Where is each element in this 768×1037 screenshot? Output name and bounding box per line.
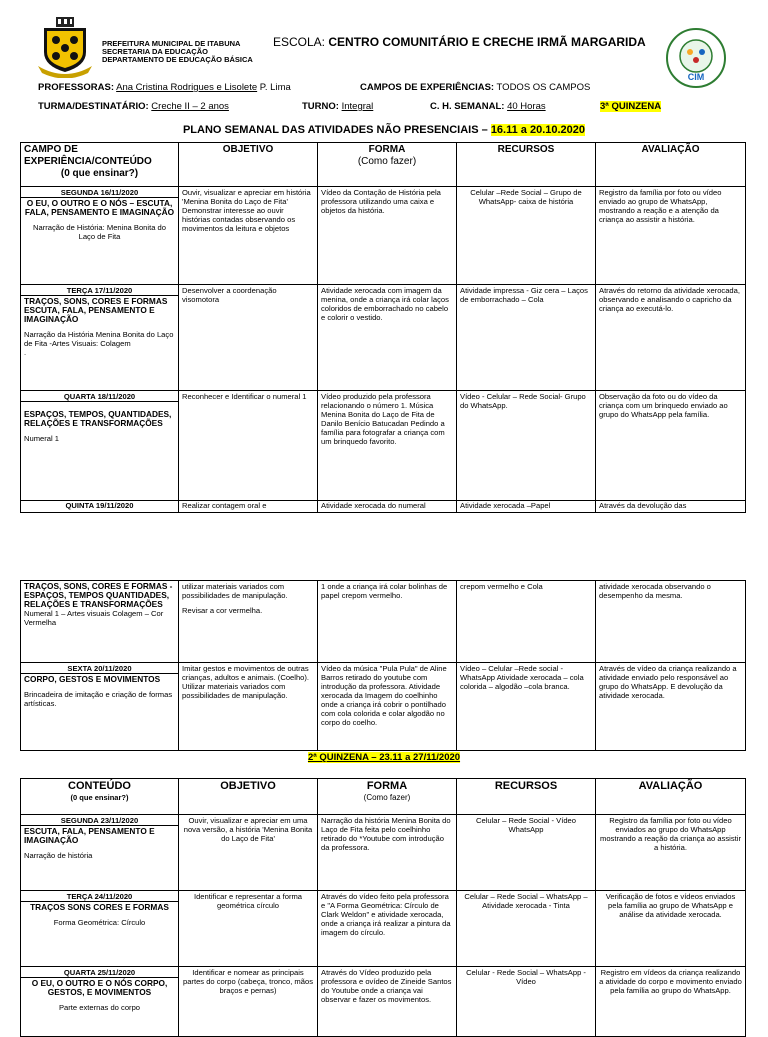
field-label: TRAÇOS SONS CORES E FORMAS	[30, 902, 169, 912]
cell-forma: 1 onde a criança irá colar bolinhas de papel crepom vermelho.	[318, 581, 457, 663]
table-header-row	[21, 143, 746, 187]
content-label: Forma Geométrica: Círculo	[53, 918, 146, 927]
table-row	[21, 815, 746, 891]
plan-title	[0, 124, 768, 136]
cell-avaliacao: Através da devolução das	[596, 501, 746, 513]
cell-objetivo: Ouvir, visualizar e apreciar em história 'Menina Bonita do Laço de Fita' Demonstrar interesse ao ouvir histórias contadas observando os movimentos da leitura e objetos	[179, 187, 318, 285]
cell-campo	[21, 581, 179, 663]
cell-forma: Através do Vídeo produzido pela professora e ovídeo de Zineide Santos do Youtube onde a criança vai observar e fazer os movimentos.	[318, 967, 457, 1037]
header-forma-label: FORMA	[368, 144, 406, 155]
cell-avaliacao: Observação da foto ou do vídeo da criança com um brinquedo enviado ao grupo do WhatsApp pela família.	[596, 391, 746, 501]
header-campo-label: CAMPO DE EXPERIÊNCIA/CONTEÚDO	[24, 144, 152, 167]
field-label: CORPO, GESTOS E MOVIMENTOS	[24, 674, 161, 684]
content-label: Brincadeira de imitação e criação de formas artísticas.	[24, 690, 173, 708]
creche-logo	[664, 26, 728, 90]
content-label: Narração de história	[24, 851, 93, 860]
cell-recursos: crepom vermelho e Cola	[457, 581, 596, 663]
header-campo-sub: (0 que ensinar?)	[60, 168, 139, 179]
table-header-row	[21, 779, 746, 815]
hours-value: 40 Horas	[507, 101, 546, 112]
cell-campo	[21, 663, 179, 751]
class-label: TURMA/DESTINATÁRIO:	[38, 101, 149, 112]
day-label: SEGUNDA 16/11/2020	[21, 188, 178, 198]
fortnight-badge: 3ª QUINZENA	[600, 101, 662, 112]
shift-value: Integral	[341, 101, 374, 112]
day-label: QUARTA 25/11/2020	[21, 968, 178, 978]
cell-objetivo: Identificar e representar a forma geométrica círculo	[179, 891, 318, 967]
cell-recursos: Celular –Rede Social – Grupo de WhatsApp- caixa de história	[457, 187, 596, 285]
hours-label: C. H. SEMANAL:	[430, 101, 505, 112]
header-conteudo	[21, 779, 179, 815]
header-recursos: RECURSOS	[457, 779, 596, 815]
table-row	[21, 663, 746, 751]
teachers-suffix: P. Lima	[259, 82, 291, 93]
content-label: Narração da História Menina Bonita do Laço de Fita -Artes Visuais: Colagem	[24, 330, 174, 348]
cell-objetivo: Ouvir, visualizar e apreciar em uma nova versão, a história 'Menina Bonita do Laço de Fita'	[179, 815, 318, 891]
teachers-label: PROFESSORAS:	[38, 82, 115, 93]
cell-avaliacao: Através do retorno da atividade xerocada, observando e analisando o capricho da criança ao executá-lo.	[596, 285, 746, 391]
field-label: TRAÇOS, SONS, CORES E FORMAS ESCUTA, FALA, PENSAMENTO E IMAGINAÇÃO	[24, 296, 168, 324]
logo-text: CIM	[687, 72, 705, 82]
objective-text: utilizar materiais variados com possibilidades de manipulação.	[182, 582, 288, 600]
cell-campo	[21, 815, 179, 891]
field-label: ESCUTA, FALA, PENSAMENTO E IMAGINAÇÃO	[24, 826, 155, 845]
cell-objetivo: Imitar gestos e movimentos de outras crianças, adultos e animais. (Coelho). Utilizar materiais variados com possibilidades de manipulação.	[179, 663, 318, 751]
second-fortnight-title	[0, 752, 768, 763]
table-row	[21, 501, 746, 513]
cell-objetivo: Realizar contagem oral e	[179, 501, 318, 513]
cell-avaliacao: Registro em vídeos da criança realizando a atividade do corpo e movimento enviado pela família ao grupo do WhatsApp.	[596, 967, 746, 1037]
content-extra: .	[24, 348, 27, 357]
cell-recursos: Celular - Rede Social – WhatsApp - Vídeo	[457, 967, 596, 1037]
content-label: Parte externas do corpo	[58, 1003, 141, 1012]
header-forma	[318, 779, 457, 815]
header-forma-sub: (Como fazer)	[363, 793, 411, 802]
table-row	[21, 391, 746, 501]
cell-campo	[21, 391, 179, 501]
cell-forma: Vídeo produzido pela professora relacionando o número 1. Música Menina Bonita do Laço de Fita de Danilo Benício Batucadan Pedindo a família para fotografar a criança com um brinquedo favorito.	[318, 391, 457, 501]
shift-line	[302, 101, 373, 112]
header-conteudo-label: CONTEÚDO	[68, 780, 131, 792]
cell-forma: Narração da história Menina Bonita do Laço de Fita feita pelo coelhinho retirado do *Youtube com introdução da professora.	[318, 815, 457, 891]
cell-recursos: Celular – Rede Social – WhatsApp – Atividade xerocada - Tinta	[457, 891, 596, 967]
municipal-coat-of-arms	[36, 16, 94, 78]
header-avaliacao: AVALIAÇÃO	[596, 143, 746, 187]
cell-recursos: Vídeo - Celular – Rede Social- Grupo do WhatsApp.	[457, 391, 596, 501]
header-forma-sub: (Como fazer)	[357, 156, 417, 167]
cell-forma: Atividade xerocada do numeral	[318, 501, 457, 513]
school-name: CENTRO COMUNITÁRIO E CRECHE IRMÃ MARGARIDA	[328, 35, 646, 49]
shift-label: TURNO:	[302, 101, 339, 112]
cell-forma: Atividade xerocada com imagem da menina, onde a criança irá colar laços coloridos de emborrachado no cabelo e colorir o vestido.	[318, 285, 457, 391]
plan-title-text: PLANO SEMANAL DAS ATIVIDADES NÃO PRESENCIAIS –	[182, 124, 488, 136]
cell-campo	[21, 967, 179, 1037]
fields-line	[360, 82, 590, 93]
header-forma-label: FORMA	[366, 780, 408, 792]
cell-objetivo: Identificar e nomear as principais partes do corpo (cabeça, tronco, mãos braços e pernas)	[179, 967, 318, 1037]
institution-line-2: SECRETARIA DA EDUCAÇÃO	[102, 47, 208, 56]
school-line	[273, 35, 646, 49]
table-row	[21, 967, 746, 1037]
header-campo	[21, 143, 179, 187]
hours-line	[430, 101, 546, 112]
header-recursos: RECURSOS	[457, 143, 596, 187]
cell-forma: Através do vídeo feito pela professora e "A Forma Geométrica: Círculo de Clark Weldon" e atividade xerocada, onde a criança irá realizar a pintura da imagem do círculo.	[318, 891, 457, 967]
day-label: QUARTA 18/11/2020	[21, 392, 178, 402]
table-row	[21, 581, 746, 663]
table-row	[21, 285, 746, 391]
field-label: O EU, O OUTRO E O NÓS CORPO, GESTOS, E MOVIMENTOS	[31, 978, 168, 997]
cell-objetivo: Reconhecer e Identificar o numeral 1	[179, 391, 318, 501]
header-objetivo: OBJETIVO	[179, 143, 318, 187]
table-row	[21, 891, 746, 967]
cell-avaliacao: atividade xerocada observando o desempenho da mesma.	[596, 581, 746, 663]
plan-dates: 16.11 a 20.10.2020	[490, 124, 586, 136]
header-conteudo-sub: (0 que ensinar?)	[70, 793, 129, 802]
weekly-plan-table-2	[20, 580, 746, 751]
day-label: TERÇA 17/11/2020	[21, 286, 178, 296]
cell-recursos: Atividade xerocada –Papel	[457, 501, 596, 513]
weekly-plan-table-1	[20, 142, 746, 513]
cell-objetivo	[179, 581, 318, 663]
weekly-plan-table-3	[20, 778, 746, 1037]
cell-recursos: Celular – Rede Social - Vídeo WhatsApp	[457, 815, 596, 891]
cell-forma: Vídeo da música "Pula Pula" de Aline Barros retirado do youtube com introdução da professora. Atividade xerocada da Imagem do coelhinho onde a criança irá cobrir o pontilhado com cola colorida e colar algodão no corpo do coelho.	[318, 663, 457, 751]
teachers-names: Ana Cristina Rodrigues e Lisolete	[116, 82, 258, 93]
day-label: QUINTA 19/11/2020	[65, 501, 134, 510]
header-avaliacao: AVALIAÇÃO	[596, 779, 746, 815]
cell-campo	[21, 285, 179, 391]
day-label: SEGUNDA 23/11/2020	[21, 816, 178, 826]
content-label: Numeral 1 – Artes visuais Colagem – Cor Vermelha	[24, 609, 164, 627]
header-forma	[318, 143, 457, 187]
cell-avaliacao: Registro da família por foto ou vídeo enviados ao grupo do WhatsApp mostrando a reação da criança ao assistir a história.	[596, 815, 746, 891]
cell-campo	[21, 187, 179, 285]
class-line	[38, 101, 229, 112]
second-fortnight-text: 2ª QUINZENA – 23.11 a 27/11/2020	[307, 752, 461, 763]
cell-recursos: Atividade impressa - Giz cera – Laços de emborrachado – Cola	[457, 285, 596, 391]
fields-label: CAMPOS DE EXPERIÊNCIAS:	[360, 82, 495, 93]
cell-campo	[21, 891, 179, 967]
school-label: ESCOLA:	[273, 35, 326, 49]
cell-avaliacao: Registro da família por foto ou vídeo enviado ao grupo de WhatsApp, mostrando a reação e a atenção da criança ao assistir a história.	[596, 187, 746, 285]
institution-line-3: DEPARTAMENTO DE EDUCAÇÃO BÁSICA	[102, 55, 253, 64]
cell-objetivo: Desenvolver a coordenação visomotora	[179, 285, 318, 391]
content-label: Numeral 1	[24, 434, 60, 443]
day-label: SEXTA 20/11/2020	[21, 664, 178, 674]
field-label: O EU, O OUTRO E O NÓS – ESCUTA, FALA, PENSAMENTO E IMAGINAÇÃO	[24, 198, 175, 217]
institution-line-1: PREFEITURA MUNICIPAL DE ITABUNA	[102, 39, 241, 48]
field-label: TRAÇOS, SONS, CORES E FORMAS - ESPAÇOS, TEMPOS QUANTIDADES, RELAÇÕES E TRANSFORMAÇÕES	[24, 581, 173, 609]
fields-value: TODOS OS CAMPOS	[496, 82, 591, 93]
header-objetivo: OBJETIVO	[179, 779, 318, 815]
cell-avaliacao: Verificação de fotos e vídeos enviados pela família ao grupo de WhatsApp e análise da atividade xerocada.	[596, 891, 746, 967]
cell-avaliacao: Através de vídeo da criança realizando a atividade enviado pelo responsável ao grupo do WhatsApp. E devolução da atividade xerocada.	[596, 663, 746, 751]
day-label: TERÇA 24/11/2020	[21, 892, 178, 902]
class-value: Creche II – 2 anos	[151, 101, 229, 112]
cell-recursos: Vídeo – Celular –Rede social - WhatsApp Atividade xerocada – cola colorida – algodão –cola branca.	[457, 663, 596, 751]
cell-forma: Vídeo da Contação de História pela professora utilizando uma caixa e objetos da história.	[318, 187, 457, 285]
cell-campo	[21, 501, 179, 513]
teachers-line	[38, 82, 291, 93]
objective-text-2: Revisar a cor vermelha.	[182, 606, 263, 615]
table-row	[21, 187, 746, 285]
field-label: ESPAÇOS, TEMPOS, QUANTIDADES, RELAÇÕES E TRANSFORMAÇÕES	[24, 409, 172, 428]
content-label: Narração de História: Menina Bonita do Laço de Fita	[33, 223, 166, 241]
